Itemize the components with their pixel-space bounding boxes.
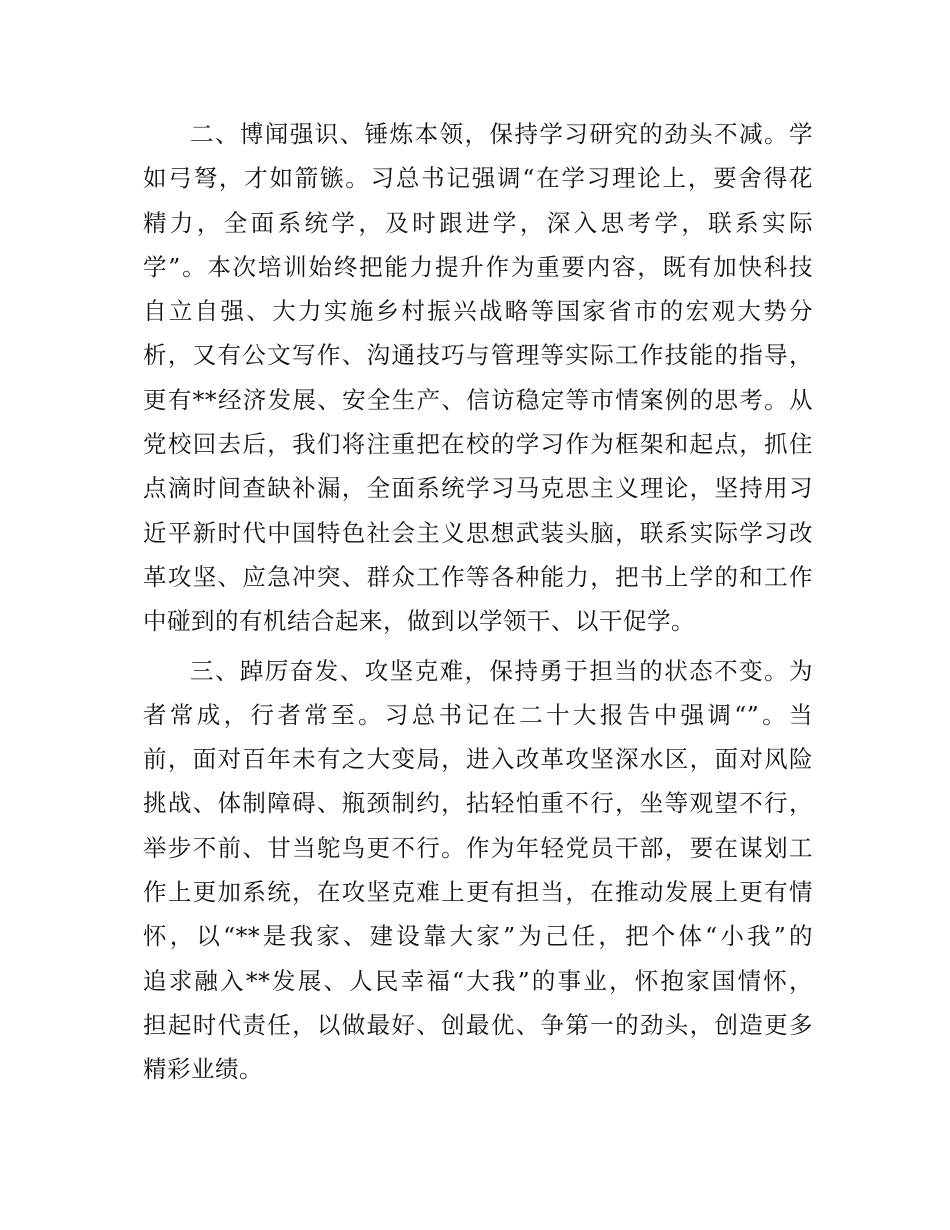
paragraph-line: 自立自强、大力实施乡村振兴战略等国家省市的宏观大势分 — [143, 297, 813, 326]
paragraph-line: 举步不前、甘当鸵鸟更不行。作为年轻党员干部，要在谋划工 — [143, 833, 813, 862]
paragraph-line: 者常成，行者常至。习总书记在二十大报告中强调“”。当 — [143, 700, 813, 729]
paragraph-line: 精力，全面系统学，及时跟进学，深入思考学，联系实际 — [143, 208, 813, 237]
paragraph-line: 怀，以“**是我家、建设靠大家”为己任，把个体“小我”的 — [143, 922, 813, 951]
paragraph-section-two — [143, 112, 813, 644]
paragraph-line: 更有**经济发展、安全生产、信访稳定等市情案例的思考。从 — [143, 385, 813, 414]
paragraph-line: 作上更加系统，在攻坚克难上更有担当，在推动发展上更有情 — [143, 878, 813, 907]
paragraph-line: 近平新时代中国特色社会主义思想武装头脑，联系实际学习改 — [143, 518, 813, 547]
paragraph-line: 如弓弩，才如箭镞。习总书记强调“在学习理论上，要舍得花 — [143, 164, 813, 193]
paragraph-line: 学”。本次培训始终把能力提升作为重要内容，既有加快科技 — [143, 252, 813, 281]
paragraph-line: 挑战、体制障碍、瓶颈制约，拈轻怕重不行，坐等观望不行， — [143, 789, 813, 818]
paragraph-line: 点滴时间查缺补漏，全面系统学习马克思主义理论，坚持用习 — [143, 474, 813, 503]
paragraph-line: 三、踔厉奋发、攻坚克难，保持勇于担当的状态不变。为 — [190, 656, 813, 685]
paragraph-line: 党校回去后，我们将注重把在校的学习作为框架和起点，抓住 — [143, 430, 813, 459]
paragraph-line: 中碰到的有机结合起来，做到以学领干、以干促学。 — [143, 607, 695, 636]
paragraph-line: 革攻坚、应急冲突、群众工作等各种能力，把书上学的和工作 — [143, 562, 813, 591]
paragraph-line: 二、博闻强识、锤炼本领，保持学习研究的劲头不减。学 — [190, 120, 813, 148]
paragraph-line: 前，面对百年未有之大变局，进入改革攻坚深水区，面对风险 — [143, 745, 813, 774]
paragraph-line: 担起时代责任，以做最好、创最优、争第一的劲头，创造更多 — [143, 1010, 813, 1039]
paragraph-line: 析，又有公文写作、沟通技巧与管理等实际工作技能的指导， — [143, 341, 813, 370]
paragraph-line: 精彩业绩。 — [143, 1055, 263, 1084]
paragraph-line: 追求融入**发展、人民幸福“大我”的事业，怀抱家国情怀， — [143, 966, 813, 995]
document-body — [143, 112, 813, 1092]
paragraph-section-three — [143, 649, 813, 1092]
